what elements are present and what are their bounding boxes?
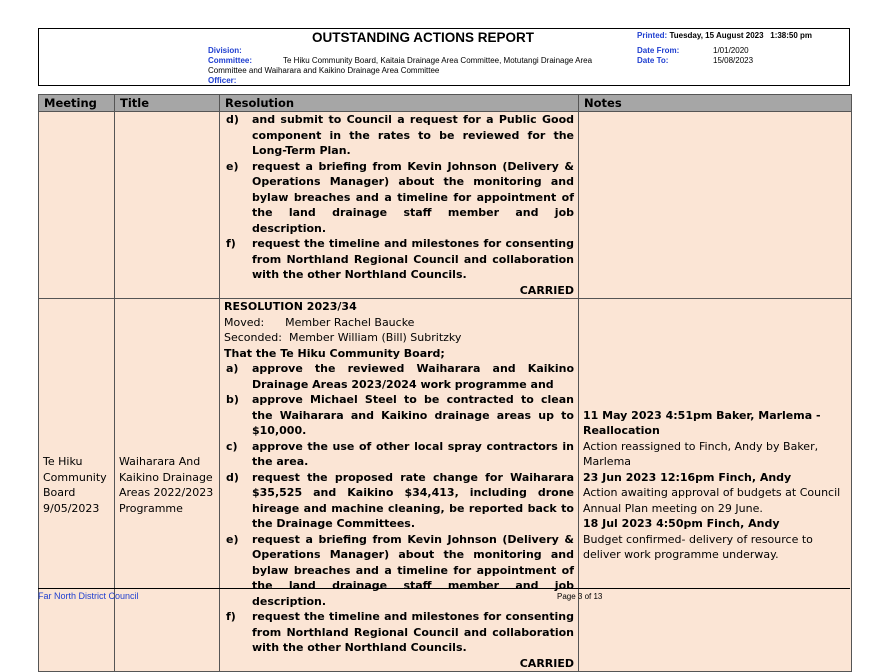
item-text: request the proposed rate change for Waiharara $35,525 and Kaikino $34,413, including drone hireage and machine cleaning, be reported back to the Drainage Committees. [252, 470, 574, 530]
table-row [39, 299, 852, 672]
footer-divider [38, 588, 850, 589]
resolution-item [224, 112, 574, 159]
date-from-value: 1/01/2020 [713, 46, 749, 55]
notes-cell [579, 299, 852, 672]
note-heading: 23 Jun 2023 12:16pm Finch, Andy [583, 470, 792, 484]
note-heading: 18 Jul 2023 4:50pm Finch, Andy [583, 517, 780, 530]
moved-line [224, 315, 574, 331]
officer-label: Officer: [208, 76, 237, 85]
printed-label: Printed: [637, 31, 668, 40]
header-title: Title [115, 95, 220, 112]
header-resolution: Resolution [220, 95, 579, 112]
meeting-cell [39, 112, 115, 299]
report-title: OUTSTANDING ACTIONS REPORT [312, 30, 534, 45]
note-body: Action reassigned to Finch, Andy by Baker, Marlema [583, 439, 819, 468]
item-text: approve the use of other local spray contractors in the area. [252, 439, 574, 468]
resolution-item [224, 470, 574, 532]
item-text: request the timeline and milestones for consenting from Northland Regional Council and collaboration with the other Northland Councils. [252, 610, 574, 654]
item-text: request a briefing from Kevin Johnson (Delivery & Operations Manager) about the monitoring and bylaw breaches and a timeline for appointment of the land drainage staff member and job description. [252, 159, 574, 235]
resolution-item [224, 392, 574, 439]
item-text: approve the reviewed Waiharara and Kaikino Drainage Areas 2023/2024 work programme and [252, 362, 574, 391]
resolution-intro: That the Te Hiku Community Board; [224, 346, 445, 360]
item-key: b) [226, 393, 239, 406]
committee-label: Committee: [208, 56, 253, 65]
title-cell [115, 112, 220, 299]
resolution-item [224, 236, 574, 283]
resolution-heading: RESOLUTION 2023/34 [224, 300, 357, 313]
date-to-value: 15/08/2023 [713, 56, 754, 65]
item-key: f) [226, 610, 236, 623]
item-key: f) [226, 237, 236, 250]
item-key: d) [226, 470, 239, 484]
date-to-label: Date To: [637, 56, 669, 65]
division-label: Division: [208, 46, 242, 55]
seconded-line [224, 330, 574, 346]
resolution-item [224, 361, 574, 392]
page-number: Page 3 of 13 [557, 592, 603, 601]
printed-value: Tuesday, 15 August 2023 1:38:50 pm [669, 31, 813, 40]
printed-info [637, 31, 812, 41]
item-text: and submit to Council a request for a Public Good component in the rates to be reviewed for the Long-Term Plan. [252, 113, 574, 157]
carried-label: CARRIED [519, 283, 574, 297]
title-cell: Waiharara And Kaikino Drainage Areas 2022/2023 Programme [115, 299, 220, 672]
table-header-row [39, 95, 852, 112]
note-body: Action awaiting approval of budgets at Council Annual Plan meeting on 29 June. [583, 486, 841, 515]
item-text: approve Michael Steel to be contracted to clean the Waiharara and Kaikino drainage areas up to $10,000. [252, 393, 574, 437]
resolution-item [224, 439, 574, 470]
date-from-label: Date From: [637, 46, 680, 55]
item-key: e) [226, 159, 239, 173]
seconded-label: Seconded: [224, 331, 282, 344]
moved-label: Moved: [224, 315, 265, 329]
resolution-item [224, 609, 574, 656]
note-heading: 11 May 2023 4:51pm Baker, Marlema - Reallocation [583, 408, 821, 437]
resolution-cell [220, 299, 579, 672]
resolution-cell [220, 112, 579, 299]
resolution-item [224, 159, 574, 237]
meeting-cell: Te Hiku Community Board 9/05/2023 [39, 299, 115, 672]
table-row [39, 112, 852, 299]
item-text: request the timeline and milestones for consenting from Northland Regional Council and collaboration with the other Northland Councils. [252, 237, 574, 281]
resolution-item [224, 532, 574, 610]
item-key: c) [226, 439, 238, 453]
seconded-value: Member William (Bill) Subritzky [288, 331, 462, 344]
item-key: e) [226, 532, 239, 546]
notes-cell [579, 112, 852, 299]
header-notes: Notes [579, 95, 852, 112]
item-key: a) [226, 362, 239, 375]
header-meeting: Meeting [39, 95, 115, 112]
note-body: Budget confirmed- delivery of resource to deliver work programme underway. [583, 532, 813, 561]
carried-label: CARRIED [519, 656, 574, 670]
item-key: d) [226, 113, 239, 126]
item-text: request a briefing from Kevin Johnson (Delivery & Operations Manager) about the monitoring and bylaw breaches and a timeline for appointment of the land drainage staff member and job description. [252, 532, 574, 608]
footer-organisation: Far North District Council [38, 591, 139, 601]
moved-value: Member Rachel Baucke [285, 315, 415, 329]
committee-value: Te Hiku Community Board, Kaitaia Drainage Area Committee, Motutangi Drainage Area Committee and Waiharara and Kaikino Drainage Area Committee [208, 56, 593, 75]
actions-table [38, 94, 852, 672]
